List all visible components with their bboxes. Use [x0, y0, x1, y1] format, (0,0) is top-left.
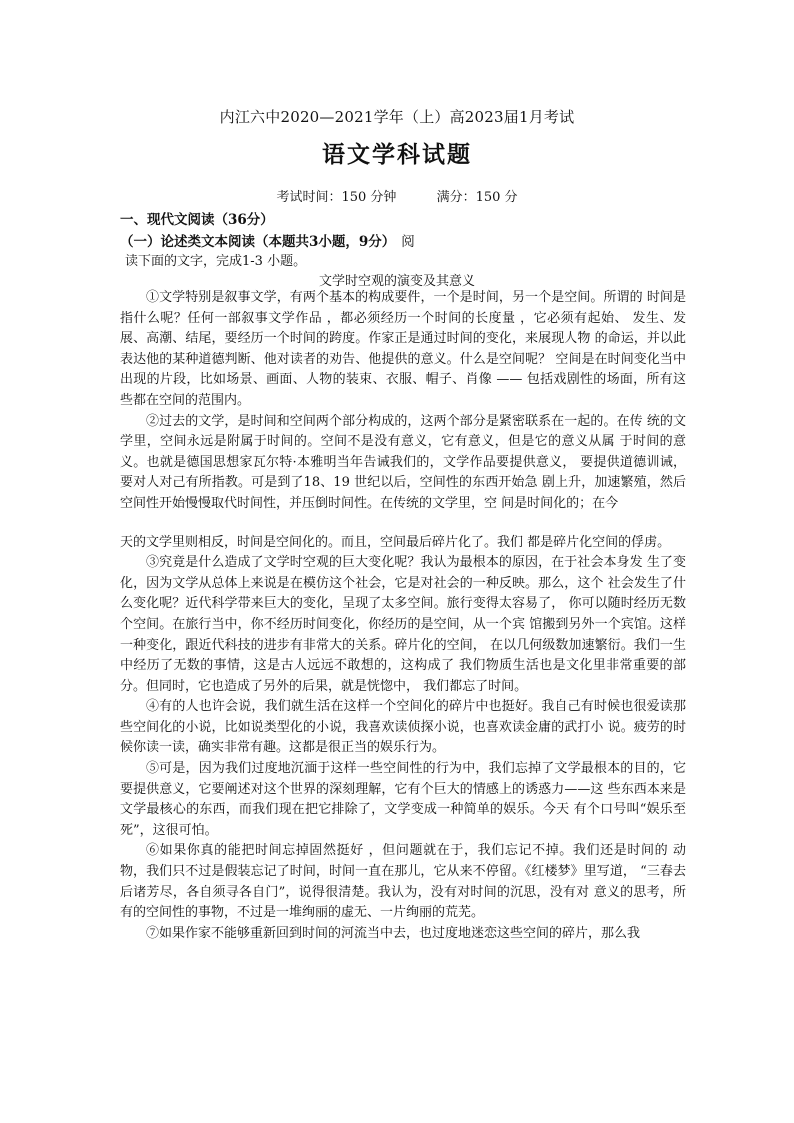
section-heading-2: [120, 230, 415, 250]
exam-time: 考试时间：150 分钟: [276, 190, 397, 205]
paragraph-2: ②过去的文学，是时间和空间两个部分构成的，这两个部分是紧密联系在一起的。在传 统的文学里，空间永远是附属于时间的。空间不是没有意义，它有意义，但是它的意义从属 于时间的意义。也就是德国思想家瓦尔特·本雅明当年告诫我们的，文学作品要提供意义， 要提供道德训诫，要对人对己有所指教。可是到了18、19 世纪以后，空间性的东西开始急 剧上升，加速繁殖，然后空间性开始慢慢取代时间性，并压倒时间性。在传统的文学里，空 间是时间化的；在今: [120, 413, 686, 511]
exam-info-line: [0, 186, 794, 205]
section-heading-2-tail: 阅: [401, 234, 415, 250]
paragraph-1: ①文学特别是叙事文学，有两个基本的构成要件，一个是时间，另一个是空间。所谓的 时间是指什么呢？任何一部叙事文学作品 ，都必须经历一个时间的长度量 ，它必须有起始、 发生、发展、高潮、结尾，要经历一个时间的跨度。作家正是通过时间的变化，来展现人物 的命运，并以此表达他的某种道德判断、他对读者的劝告、他提供的意义。什么是空间呢？ 空间是在时间变化当中出现的片段，比如场景、画面、人物的装束、衣服、帽子、肖像 —— 包括戏剧性的场面，所有这些都在空间的范围内。: [120, 290, 686, 408]
paragraph-7: ⑦如果作家不能够重新回到时间的河流当中去，也过度地迷恋这些空间的碎片，那么我: [146, 925, 641, 941]
article-title: 文学时空观的演变及其意义: [318, 274, 475, 289]
paragraph-3: ③究竟是什么造成了文学时空观的巨大变化呢？我认为最根本的原因，在于社会本身发 生了变化，因为文学从总体上来说是在模仿这个社会，它是对社会的一种反映。那么，这个 社会发生了什么变化呢？近代科学带来巨大的变化，呈现了太多空间。旅行变得太容易了， 你可以随时经历无数个空间。在旅行当中，你不经历时间变化，你经历的是空间，从一个宾 馆搬到另外一个宾馆。这样一种变化，跟近代科技的进步有非常大的关系。碎片化的空间， 在以几何级数加速繁衍。我们一生中经历了无数的事情，这是古人远远不敢想的，这构成了 我们物质生活也是文化里非常重要的部分。但同时，它也造成了另外的后果，就是恍惚中， 我们都忘了时间。: [120, 555, 686, 694]
section-heading-2-text: （一）论述类文本阅读（本题共3小题，9分）: [120, 234, 396, 250]
exam-header-line: 内江六中2020—2021学年（上）高2023届1月考试: [219, 108, 575, 126]
paragraph-5: ⑤可是，因为我们过度地沉湎于这样一些空间性的行为中，我们忘掉了文学最根本的目的，它要提供意义，它要阐述对这个世界的深刻理解，它有个巨大的情感上的诱惑力——这 些东西本来是文学最核心的东西，而我们现在把它排除了，文学变成一种简单的娱乐。今天 有个口号叫“娱乐至死”，这很可怕。: [120, 761, 686, 838]
paragraph-4: ④有的人也许会说，我们就生活在这样一个空间化的碎片中也挺好。我自己有时候也很爱读那些空间化的小说，比如说类型化的小说，我喜欢读侦探小说，也喜欢读金庸的武打小 说。疲劳的时候你读一读，确实非常有趣。这都是很正当的娱乐行为。: [120, 699, 686, 756]
reading-instruction: 读下面的文字，完成1-3 小题。: [125, 254, 307, 269]
subject-title: 语文学科试题: [322, 141, 472, 168]
article-body: [120, 288, 686, 944]
exam-score: 满分：150 分: [436, 190, 518, 205]
section-heading-1: 一、现代文阅读（36分）: [120, 212, 274, 228]
paragraph-6: ⑥如果你真的能把时间忘掉固然挺好 ，但问题就在于，我们忘记不掉。我们还是时间的 动物，我们只不过是假装忘记了时间，时间一直在那儿，它从来不停留。《红楼梦》里写道， “三春去后诸芳尽，各自须寻各自门”，说得很清楚。我认为，没有对时间的沉思，没有对 意义的思考，所有的空间性的事物，不过是一堆绚丽的虚无、一片绚丽的荒芜。: [120, 843, 686, 921]
paragraph-2-continued: 天的文学里则相反，时间是空间化的。而且，空间最后碎片化了。我们 都是碎片化空间的俘虏。: [120, 534, 671, 550]
